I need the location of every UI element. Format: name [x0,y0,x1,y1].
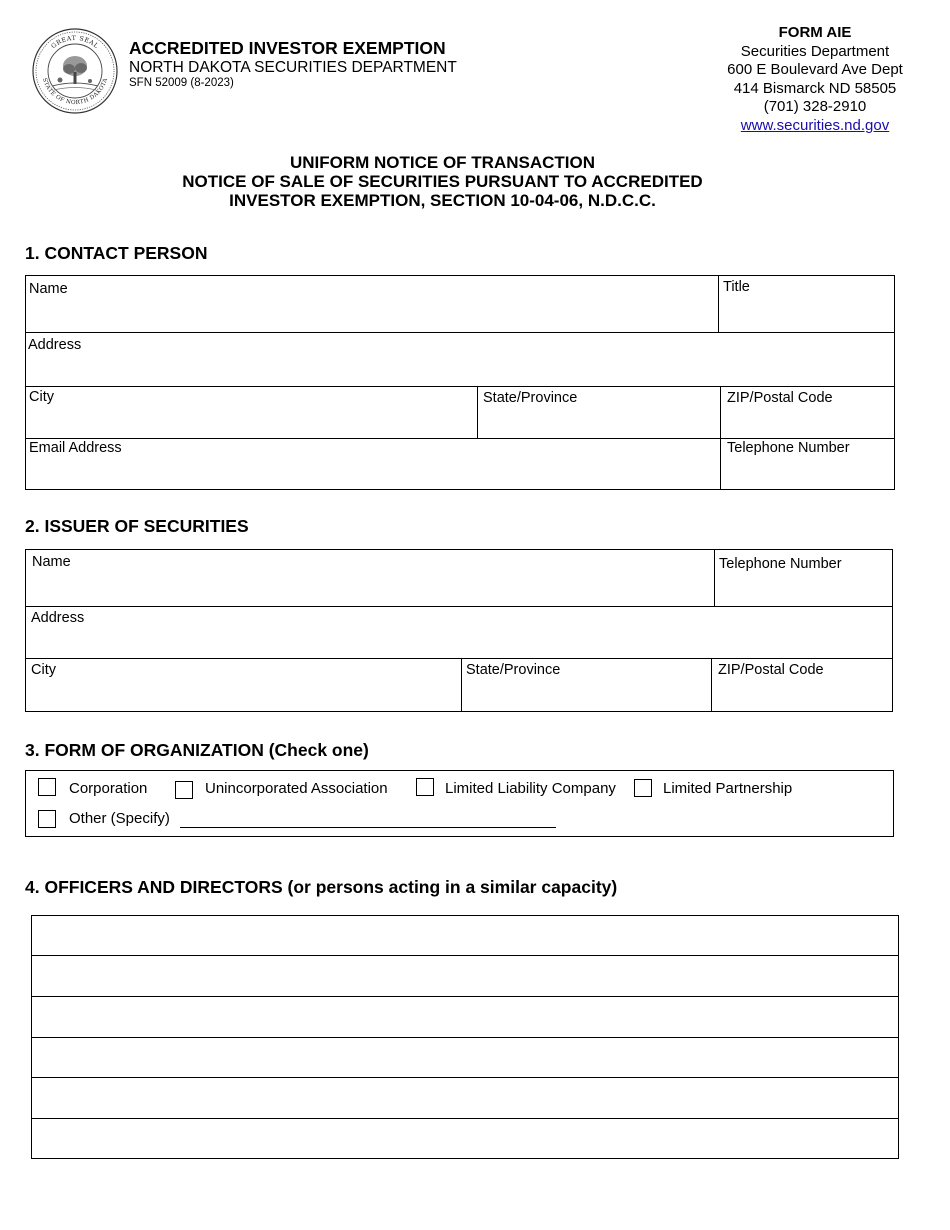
unincorporated-association-checkbox[interactable] [175,781,193,799]
issuer-address-field[interactable] [25,606,893,658]
issuer-state-label: State/Province [466,662,561,678]
limited-partnership-checkbox[interactable] [634,779,652,797]
issuer-state-field[interactable] [461,658,711,712]
contact-city-field[interactable] [25,386,477,438]
document-title-line2: NOTICE OF SALE OF SECURITIES PURSUANT TO ACCREDITED [182,172,703,191]
contact-title-label: Title [723,279,750,295]
other-checkbox[interactable] [38,810,56,828]
contact-state-field[interactable] [477,386,720,438]
document-title-line3: INVESTOR EXEMPTION, SECTION 10-04-06, N.D.C.C. [229,191,656,210]
contact-phone-label: Telephone Number [727,440,850,456]
officer-row-1[interactable] [31,915,899,955]
contact-state-label: State/Province [483,390,578,406]
department-name: NORTH DAKOTA SECURITIES DEPARTMENT [129,59,457,76]
agency-website-link[interactable]: www.securities.nd.gov [740,116,890,134]
form-code: FORM AIE [778,24,852,41]
agency-address-line1: 600 E Boulevard Ave Dept [727,61,903,79]
section1-heading: 1. CONTACT PERSON [25,243,208,263]
agency-phone: (701) 328-2910 [763,98,867,116]
limited-partnership-label: Limited Partnership [663,780,793,797]
contact-name-field[interactable] [25,275,718,332]
officer-row-4[interactable] [31,1037,899,1077]
issuer-phone-field[interactable] [714,549,893,606]
issuer-name-label: Name [32,554,71,570]
officer-row-6[interactable] [31,1118,899,1159]
contact-email-label: Email Address [29,440,122,456]
unincorporated-association-label: Unincorporated Association [205,780,388,797]
contact-email-field[interactable] [25,438,720,490]
officer-row-5[interactable] [31,1077,899,1118]
contact-name-label: Name [29,281,68,297]
officer-row-2[interactable] [31,955,899,996]
llc-label: Limited Liability Company [445,780,616,797]
svg-text:GREAT SEAL: GREAT SEAL [50,34,100,51]
issuer-address-label: Address [31,610,85,626]
agency-name: Securities Department [740,42,890,60]
other-label: Other (Specify) [69,810,170,827]
contact-phone-field[interactable] [720,438,895,490]
document-title-line1: UNIFORM NOTICE OF TRANSACTION [289,153,596,172]
state-seal-logo [32,28,118,114]
llc-checkbox[interactable] [416,778,434,796]
other-specify-input[interactable] [180,827,556,828]
issuer-zip-label: ZIP/Postal Code [718,662,824,678]
agency-contact-block [715,24,915,136]
contact-address-field[interactable] [25,332,895,386]
section4-heading: 4. OFFICERS AND DIRECTORS (or persons acting in a similar capacity) [25,877,618,897]
contact-zip-label: ZIP/Postal Code [727,390,833,406]
corporation-label: Corporation [69,780,148,797]
officer-row-3[interactable] [31,996,899,1037]
issuer-city-field[interactable] [25,658,461,712]
agency-address-line2: 414 Bismarck ND 58505 [733,79,897,97]
document-title [0,153,885,210]
section2-heading: 2. ISSUER OF SECURITIES [25,516,249,536]
contact-city-label: City [29,389,54,405]
issuer-name-field[interactable] [25,549,714,606]
issuer-city-label: City [31,662,56,678]
contact-address-label: Address [28,337,82,353]
contact-zip-field[interactable] [720,386,895,438]
section3-heading: 3. FORM OF ORGANIZATION (Check one) [25,740,369,760]
issuer-zip-field[interactable] [711,658,893,712]
form-number: SFN 52009 (8-2023) [129,77,234,89]
corporation-checkbox[interactable] [38,778,56,796]
form-title: ACCREDITED INVESTOR EXEMPTION [129,38,446,58]
svg-text:STATE OF NORTH DAKOTA: STATE OF NORTH DAKOTA [40,77,110,107]
issuer-phone-label: Telephone Number [719,556,842,572]
contact-title-field[interactable] [718,275,895,332]
